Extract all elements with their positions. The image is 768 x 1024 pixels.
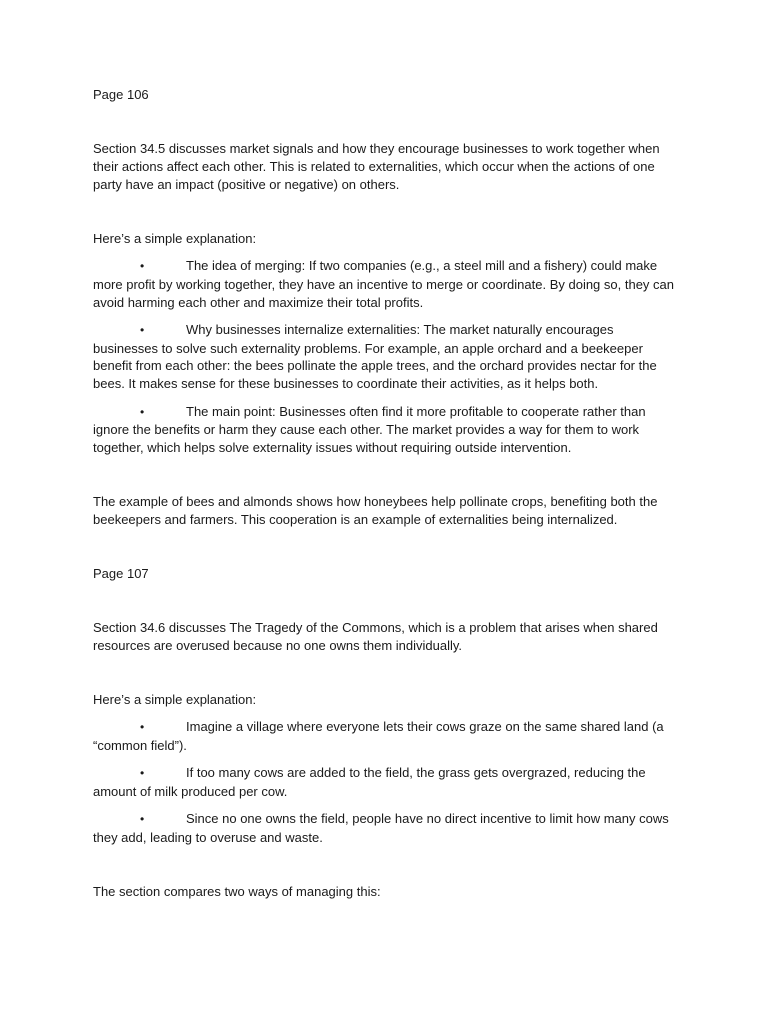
bullet-glyph: • bbox=[140, 812, 145, 827]
bullet-text: The main point: Businesses often find it more profitable to cooperate rather than ignore the benefits or harm they cause each other. The market provides a way for them to work together, which helps solve externality issues without requiring outside intervention. bbox=[93, 403, 646, 456]
bullet-item bbox=[93, 810, 678, 847]
bullet-list bbox=[93, 718, 678, 847]
page-number-label: Page 107 bbox=[93, 565, 149, 581]
bullet-glyph: • bbox=[140, 259, 145, 273]
bullet-glyph: • bbox=[140, 322, 145, 337]
bullet-text: If too many cows are added to the field, the grass gets overgrazed, reducing the amount of milk produced per cow. bbox=[93, 765, 646, 799]
page-number-label: Page 106 bbox=[93, 87, 149, 102]
explanation-lead: Here’s a simple explanation: bbox=[93, 691, 257, 707]
body-paragraph: The example of bees and almonds shows how honeybees help pollinate crops, benefiting both the beekeepers and farmers. This cooperation is an example of externalities being internalized. bbox=[93, 493, 658, 527]
bullet-text: Imagine a village where everyone lets their cows graze on the same shared land (a “common field”). bbox=[93, 718, 664, 753]
document-page bbox=[93, 86, 678, 937]
bullet-text: Since no one owns the field, people have no direct incentive to limit how many cows they add, leading to overuse and waste. bbox=[93, 811, 669, 845]
body-paragraph: Section 34.6 discusses The Tragedy of the Commons, which is a problem that arises when shared resources are overused because no one owns them individually. bbox=[93, 619, 658, 653]
bullet-item bbox=[93, 718, 678, 755]
bullet-list bbox=[93, 257, 678, 457]
bullet-text: The idea of merging: If two companies (e.g., a steel mill and a fishery) could make more profit by working together, they have an incentive to merge or coordinate. By doing so, they can avoid harming each other and maximize their total profits. bbox=[93, 258, 674, 310]
bullet-item bbox=[93, 321, 678, 393]
bullet-item bbox=[93, 257, 678, 311]
bullet-glyph: • bbox=[140, 766, 145, 781]
bullet-glyph: • bbox=[140, 404, 145, 419]
bullet-text: Why businesses internalize externalities: The market naturally encourages businesses to solve such externality problems. For example, an apple orchard and a beekeeper benefit from each other: the bees pollinate the apple trees, and the orchard provides nectar for the bees. It makes sense for these businesses to coordinate their activities, as it helps both. bbox=[93, 321, 657, 392]
bullet-glyph: • bbox=[140, 719, 145, 734]
explanation-lead: Here’s a simple explanation: bbox=[93, 231, 257, 246]
bullet-item bbox=[93, 403, 678, 457]
bullet-item bbox=[93, 764, 678, 801]
body-paragraph: The section compares two ways of managing this: bbox=[93, 883, 381, 899]
body-paragraph: Section 34.5 discusses market signals and how they encourage businesses to work together when their actions affect each other. This is related to externalities, which occur when the actions of one party have an impact (positive or negative) on others. bbox=[93, 141, 660, 192]
